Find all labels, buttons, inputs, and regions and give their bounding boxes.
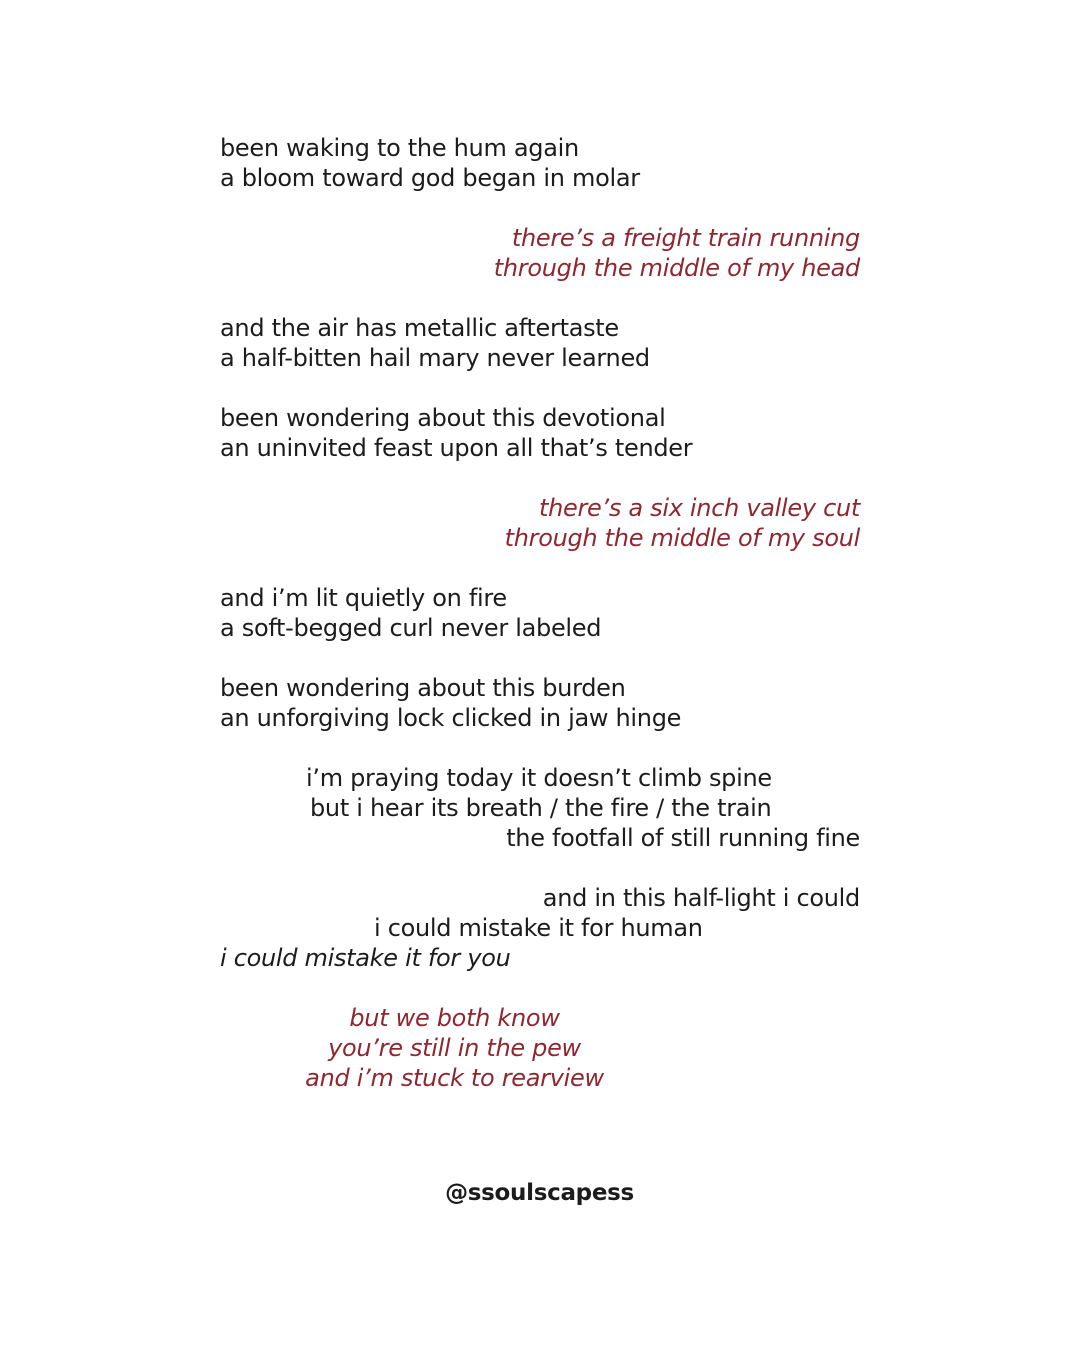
poem-line: and the air has metallic aftertaste: [220, 314, 619, 342]
poem-line: there’s a six inch valley cut: [539, 494, 860, 522]
poem-line: i’m praying today it doesn’t climb spine: [306, 764, 772, 792]
poem-line: an uninvited feast upon all that’s tender: [220, 434, 693, 462]
stanza-10-closing: [220, 1003, 860, 1093]
poem-line: and i’m lit quietly on fire: [220, 584, 507, 612]
author-handle: @ssoulscapess: [445, 1180, 634, 1206]
stanza-3: [220, 313, 860, 373]
poem-line: an unforgiving lock clicked in jaw hinge: [220, 704, 682, 732]
poem-line: i could mistake it for you: [220, 944, 511, 972]
poem-line: a half-bitten hail mary never learned: [220, 344, 650, 372]
stanza-9: [220, 883, 860, 973]
poem-line: been wondering about this burden: [220, 674, 626, 702]
poem-line: been wondering about this devotional: [220, 404, 666, 432]
stanza-4: [220, 403, 860, 463]
poem-line: a bloom toward god began in molar: [220, 164, 640, 192]
stanza-6: [220, 583, 860, 643]
poem-line: the footfall of still running fine: [506, 824, 860, 852]
poem-line: you’re still in the pew: [328, 1034, 581, 1062]
poem-line: there’s a freight train running: [511, 224, 860, 252]
stanza-1: [220, 133, 860, 193]
poem: [220, 133, 860, 1123]
stanza-5-refrain: [220, 493, 860, 553]
poem-line: i could mistake it for human: [374, 914, 703, 942]
poem-line: been waking to the hum again: [220, 134, 579, 162]
poem-line: and i’m stuck to rearview: [305, 1064, 604, 1092]
poem-line: and in this half-light i could: [542, 884, 860, 912]
stanza-7: [220, 673, 860, 733]
poem-line: but i hear its breath / the fire / the train: [310, 794, 772, 822]
poem-line: through the middle of my head: [493, 254, 860, 282]
stanza-2-refrain: [220, 223, 860, 283]
poem-line: but we both know: [349, 1004, 560, 1032]
poem-line: a soft-begged curl never labeled: [220, 614, 602, 642]
poem-line: through the middle of my soul: [504, 524, 860, 552]
stanza-8: [220, 763, 860, 853]
